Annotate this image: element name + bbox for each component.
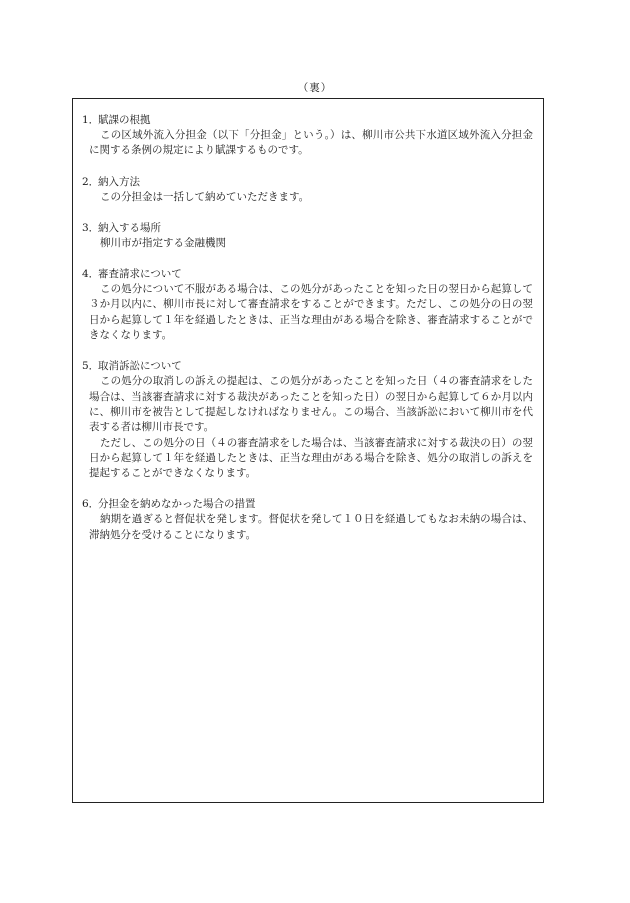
section-number: 3． xyxy=(82,221,100,234)
section-paragraph: この区域外流入分担金（以下「分担金」という。）は、柳川市公共下水道区域外流入分担金に関する条例の規定により賦課するものです。 xyxy=(89,129,533,157)
section-body xyxy=(82,374,533,481)
section-payment-method xyxy=(82,175,533,205)
section-paragraph: この分担金は一括して納めていただきます。 xyxy=(100,190,310,203)
section-non-payment-measures xyxy=(82,497,533,543)
section-body xyxy=(82,190,533,205)
page-side-label: （裏） xyxy=(297,82,333,94)
section-number: 4． xyxy=(82,268,100,281)
section-heading xyxy=(82,113,533,128)
section-payment-place xyxy=(82,221,533,251)
section-number: 1． xyxy=(82,114,100,126)
section-paragraph: この処分の取消しの訴えの提起は、この処分があったことを知った日（４の審査請求をした場合は、当該審査請求に対する裁決があったことを知った日）の翌日から起算して６か月以内に、柳川市を被告として提起しなければなりません。この場合、当該訴訟において柳川市を代表する者は柳川市長です。 xyxy=(89,375,533,434)
section-heading xyxy=(82,221,533,236)
section-number: 6． xyxy=(82,498,100,511)
section-body xyxy=(82,128,533,159)
section-heading xyxy=(82,359,533,374)
section-body xyxy=(82,282,533,343)
section-paragraph: 柳川市が指定する金融機関 xyxy=(100,236,226,249)
section-title: 納入方法 xyxy=(98,175,140,188)
section-title: 納入する場所 xyxy=(98,221,161,234)
section-title: 分担金を納めなかった場合の措置 xyxy=(98,498,256,511)
section-title: 賦課の根拠 xyxy=(98,114,151,126)
section-basis xyxy=(82,113,533,159)
section-heading xyxy=(82,497,533,512)
section-body xyxy=(82,236,533,251)
section-paragraph: この処分について不服がある場合は、この処分があったことを知った日の翌日から起算して３か月以内に、柳川市長に対して審査請求をすることができます。ただし、この処分の日の翌日から起算して１年を経過したときは、正当な理由がある場合を除き、審査請求することができなくなります。 xyxy=(89,283,533,342)
section-body xyxy=(82,512,533,543)
section-number: 5． xyxy=(82,360,100,373)
notice-frame xyxy=(72,98,544,803)
section-paragraph: ただし、この処分の日（４の審査請求をした場合は、当該審査請求に対する裁決の日）の翌日から起算して１年を経過したときは、正当な理由がある場合を除き、処分の取消しの訴えを提起することができなくなります。 xyxy=(89,436,533,480)
section-heading xyxy=(82,267,533,282)
section-review-request xyxy=(82,267,533,343)
section-paragraph: 納期を過ぎると督促状を発します。督促状を発して１０日を経過してもなお未納の場合は、滞納処分を受けることになります。 xyxy=(89,513,533,541)
section-title: 審査請求について xyxy=(98,268,182,281)
section-heading xyxy=(82,175,533,190)
section-number: 2． xyxy=(82,175,100,188)
section-revocation-suit xyxy=(82,359,533,481)
section-title: 取消訴訟について xyxy=(98,360,182,373)
